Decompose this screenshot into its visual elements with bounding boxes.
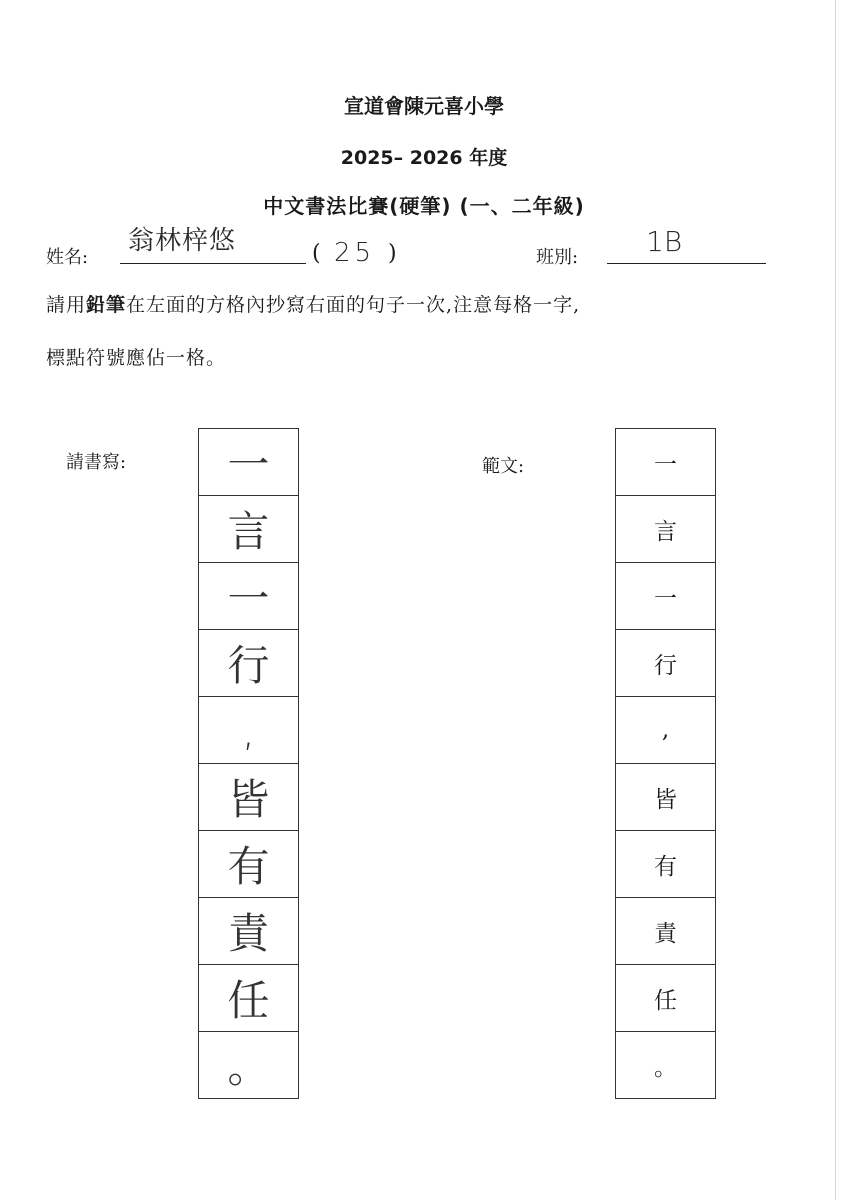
model-cell: 。 xyxy=(616,1032,715,1099)
model-cell: 行 xyxy=(616,630,715,697)
instruction-line-2: 標點符號應佔一格。 xyxy=(46,347,227,369)
writing-cell[interactable]: 言 xyxy=(199,496,298,563)
number-close: ) xyxy=(388,241,397,266)
model-cell: 一 xyxy=(616,429,715,496)
class-label: 班別: xyxy=(536,247,579,268)
write-label: 請書寫: xyxy=(66,452,127,473)
school-year: 2025– 2026 年度 xyxy=(340,147,508,169)
model-cell: 任 xyxy=(616,965,715,1032)
writing-cell[interactable]: 。 xyxy=(199,1032,298,1099)
writing-cell[interactable]: 一 xyxy=(199,563,298,630)
model-cell: 有 xyxy=(616,831,715,898)
class-line xyxy=(607,263,766,264)
writing-cell[interactable]: 一 xyxy=(199,429,298,496)
name-label: 姓名: xyxy=(46,247,89,268)
writing-cell[interactable]: 有 xyxy=(199,831,298,898)
class-value[interactable]: 1B xyxy=(646,225,683,258)
model-cell: , xyxy=(616,697,715,764)
writing-cell[interactable]: 皆 xyxy=(199,764,298,831)
writing-cell[interactable]: , xyxy=(199,697,298,764)
model-label: 範文: xyxy=(482,456,525,477)
writing-cell[interactable]: 任 xyxy=(199,965,298,1032)
writing-cell[interactable]: 行 xyxy=(199,630,298,697)
model-cell: 一 xyxy=(616,563,715,630)
instruction-pre: 請用 xyxy=(46,294,87,316)
number-value[interactable]: 25 xyxy=(334,238,376,268)
instruction-pencil: 鉛筆 xyxy=(86,294,127,316)
number-open: ( xyxy=(312,241,321,266)
writing-cell[interactable]: 責 xyxy=(199,898,298,965)
name-line xyxy=(120,263,306,264)
name-value[interactable]: 翁林梓悠 xyxy=(128,226,237,256)
instruction-post: 在左面的方格內抄寫右面的句子一次,注意每格一字, xyxy=(126,294,581,316)
model-grid xyxy=(615,428,716,1099)
instruction-line-1 xyxy=(46,290,580,317)
scan-edge-line xyxy=(835,0,836,1200)
school-name: 宣道會陳元喜小學 xyxy=(344,94,504,118)
writing-grid xyxy=(198,428,299,1099)
model-cell: 責 xyxy=(616,898,715,965)
competition-title: 中文書法比賽(硬筆) (一、二年級) xyxy=(263,194,585,218)
model-cell: 言 xyxy=(616,496,715,563)
model-cell: 皆 xyxy=(616,764,715,831)
